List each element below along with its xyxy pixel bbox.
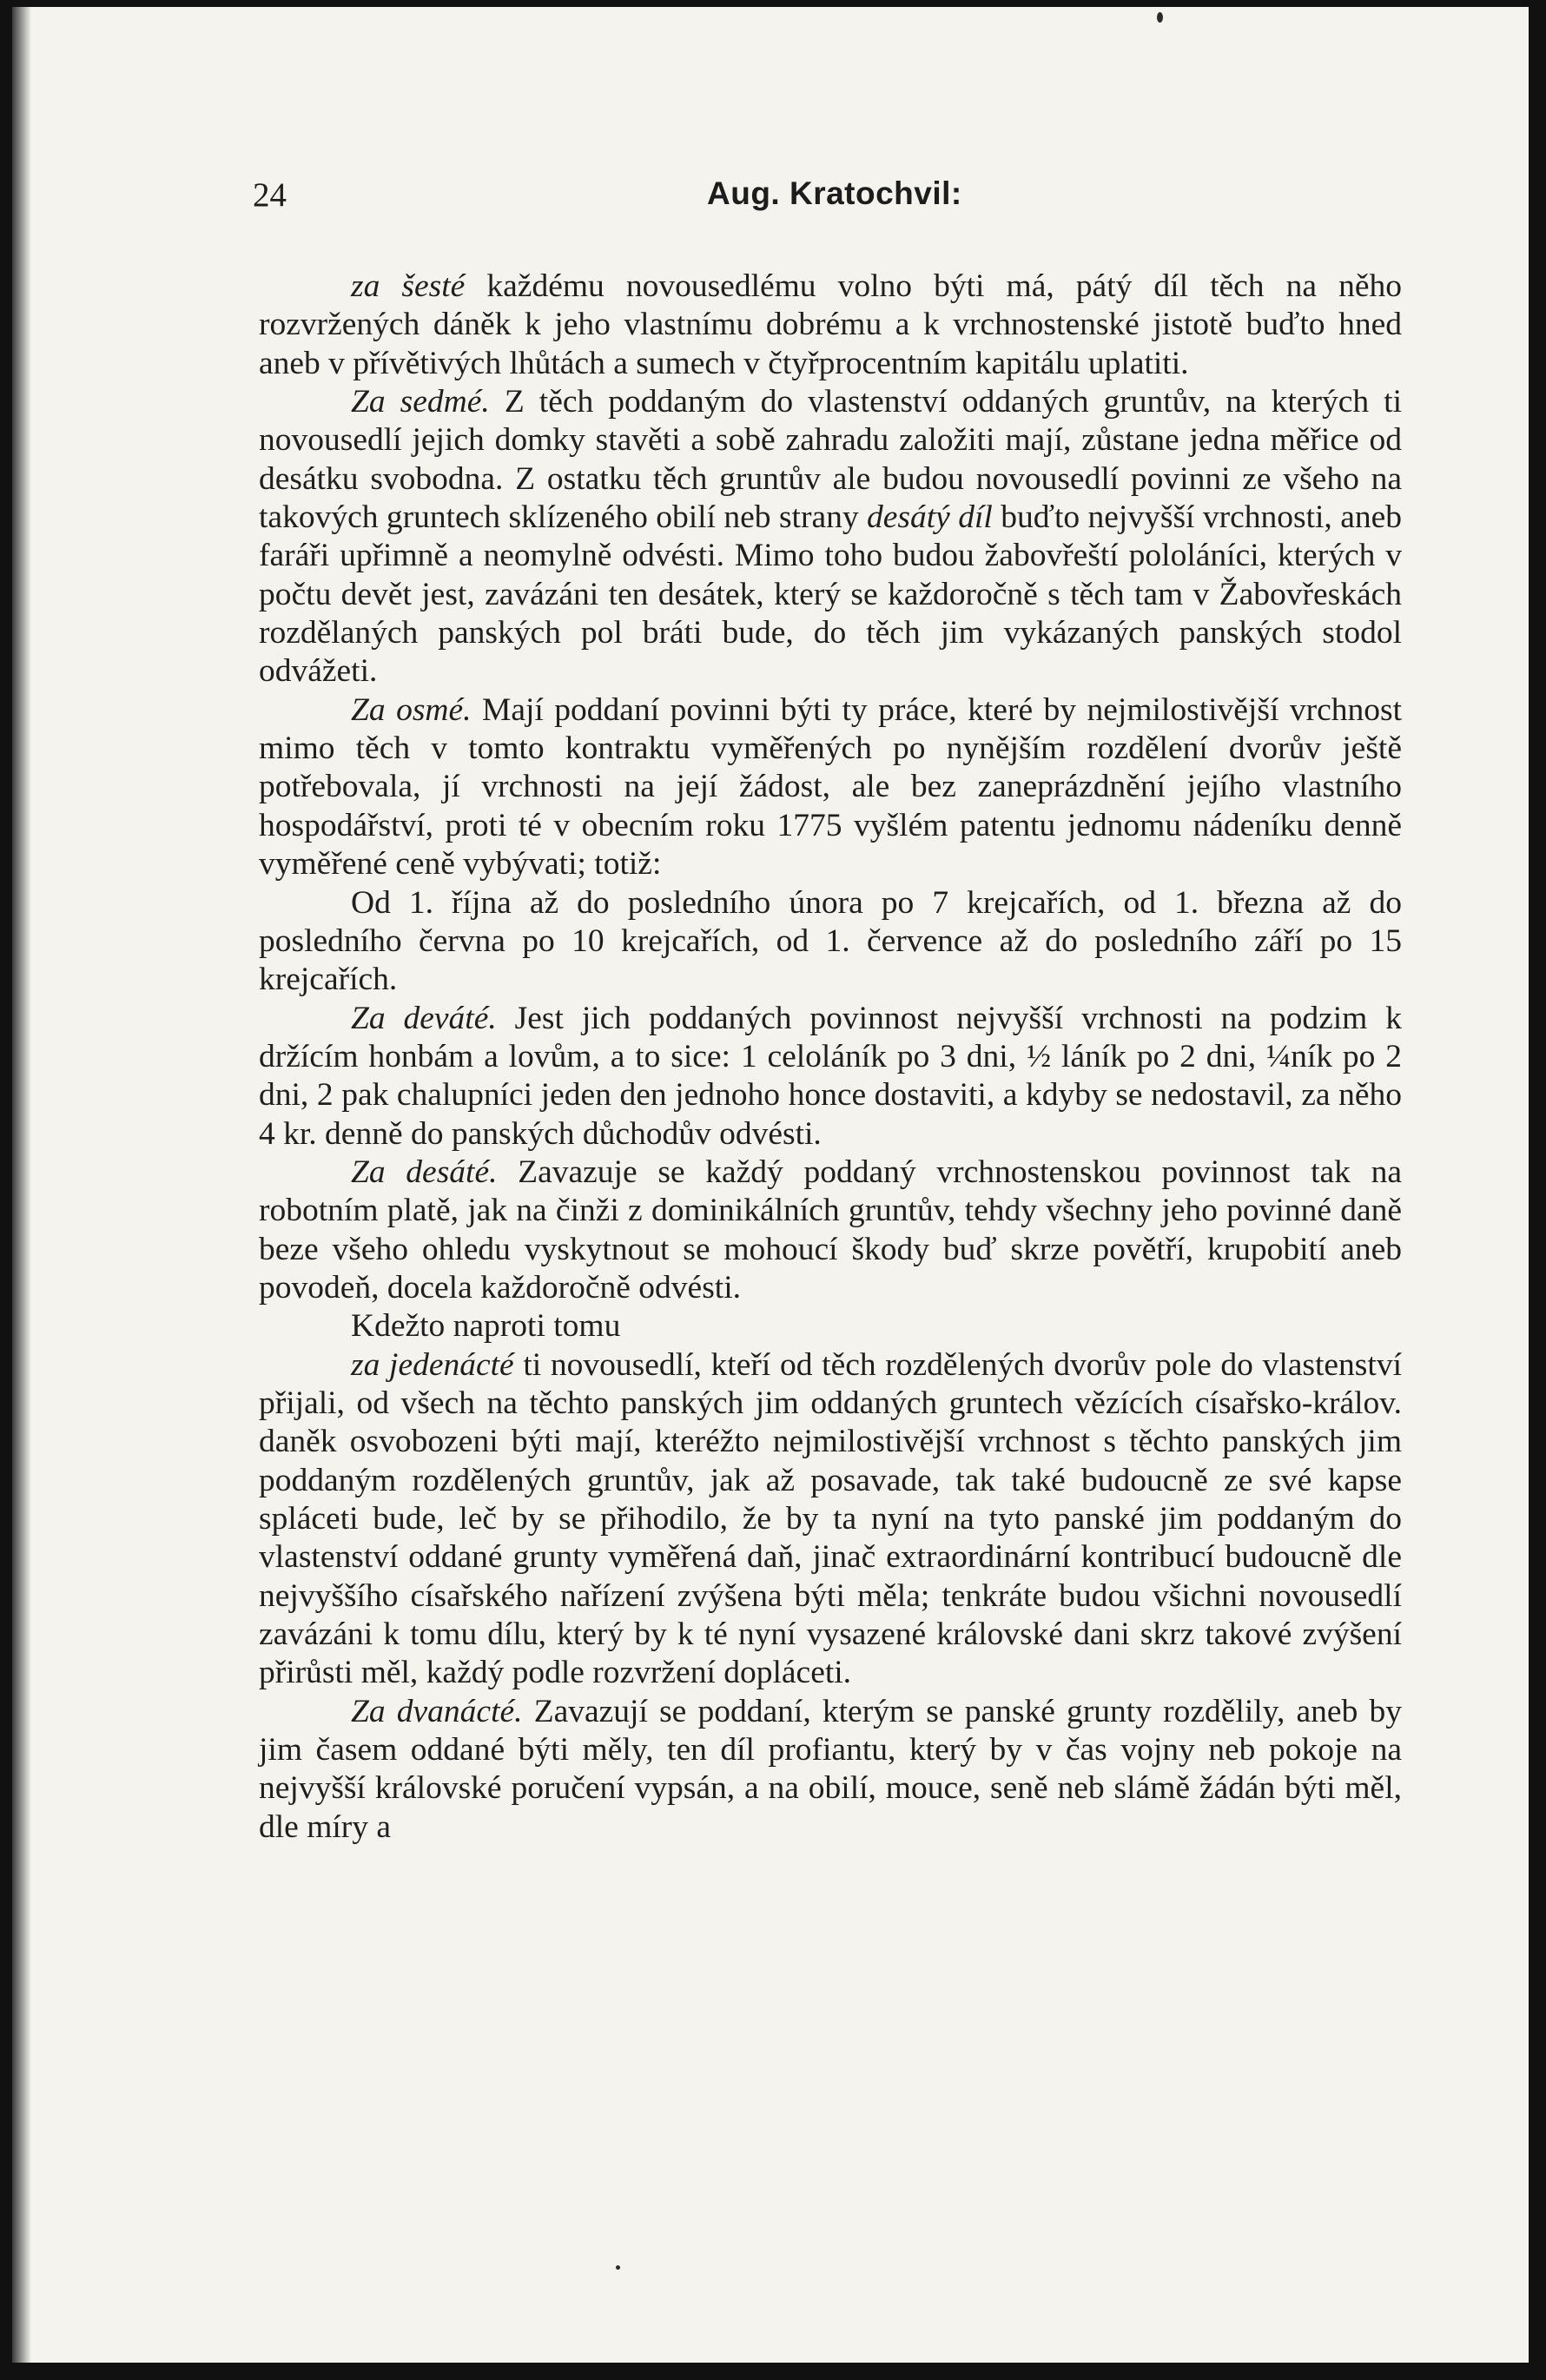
running-head — [12, 175, 1529, 228]
body-text — [259, 268, 1402, 1847]
section-label: Za deváté. — [351, 1000, 497, 1036]
section-label: za jedenácté — [351, 1346, 514, 1383]
paragraph-text: Zavazuje se každý poddaný vrchnostenskou povinnost tak na robotním platě, jak na činži z dominikálních gruntův, tehdy všechny jeho povinné daně beze všeho ohledu vyskytnout se mohoucí škody buď skrze povětří, krupobití aneb povodeň, docela každoročně odvésti. — [259, 1154, 1402, 1306]
paragraph-text: Zavazují se poddaní, kterým se panské grunty rozdělily, aneb by jim časem oddané býti měly, ten díl profiantu, který by v čas vojny neb pokoje na nejvyšší královské poručení vypsán, a na obilí, mouce, seně neb slámě žádán býti měl, dle míry a — [259, 1693, 1403, 1845]
paragraph-text: buďto nejvyšší vrchnosti, aneb faráři upřimně a neomylně odvésti. Mimo toho budou žabovřeští pololáníci, kterých v počtu devět jest, zavázáni ten desátek, který se každoročně s těch tam v Žabovřeskách rozdělaných panských pol bráti bude, do těch jim vykázaných panských stodol odvážeti. — [259, 499, 1403, 690]
page-number: 24 — [253, 176, 287, 214]
paragraph-text: Mají poddaní povinni býti ty práce, které by nejmilostivější vrchnost mimo těch v tomto kontraktu vyměřených po nynějším rozdělení dvorův ještě potřebovala, jí vrchnosti na její žádost, ale bez zaneprázdnění jejího vlastního hospodářství, proti té v obecním roku 1775 vyšlém patentu jednomu nádeníku denně vyměřené ceně vybývati; totiž: — [259, 691, 1402, 883]
paragraph-seventh — [259, 383, 1402, 691]
section-label: Za desáté. — [351, 1154, 498, 1190]
paragraph-text: ti novousedlí, kteří od těch rozdělených dvorův pole do vlastenství přijali, od všech na těchto panských jim oddaných gruntech vězících císařsko-králov. daněk osvobozeni býti mají, kteréžto nejmilostivější vrchnost s těchto panských jim poddaným rozdělených gruntův, jak až posavade, tak také budoucně ze své kapse spláceti bude, leč by se přihodilo, že by ta nyní na tyto panské jim poddaným do vlastenství oddané grunty vyměřená daň, jinač extraordinární kontribucí budoucně dle nejvyššího císařského nařízení zvýšena býti měla; tenkráte budou všichni novousedlí zavázáni k tomu dílu, který by k té nyní vysazené královské dani skrz takové zvýšení přirůsti měl, každý podle rozvržení dopláceti. — [259, 1346, 1402, 1691]
running-title: Aug. Kratochvil: — [707, 175, 962, 211]
ink-speck — [1157, 12, 1163, 23]
paragraph-eighth — [259, 691, 1402, 884]
section-label: Za dvanácté. — [351, 1693, 523, 1729]
paragraph-ninth — [259, 1000, 1402, 1154]
paragraph-wage-rates — [259, 884, 1402, 1000]
book-page — [12, 7, 1529, 2363]
paragraph-eleventh — [259, 1346, 1402, 1693]
paragraph-transition — [259, 1307, 1402, 1345]
section-label: za šesté — [351, 268, 466, 304]
paragraph-sixth — [259, 268, 1402, 383]
paragraph-text: každému novousedlému volno býti má, pátý díl těch na něho rozvržených dáněk k jeho vlastnímu dobrému a k vrchnostenské jistotě buďto hned aneb v přívětivých lhůtách a sumech v čtyřprocentním kapitálu uplatiti. — [259, 268, 1402, 381]
section-label: Za osmé. — [351, 691, 472, 728]
paragraph-text: Kdežto naproti tomu — [351, 1308, 621, 1345]
binding-edge-shadow — [12, 7, 31, 2363]
paragraph-text: Od 1. října až do posledního února po 7 krejcařích, od 1. března až do posledního června po 10 krejcařích, od 1. července až do posledního září po 15 krejcařích. — [259, 884, 1402, 998]
paragraph-text: Z těch poddaným do vlastenství oddaných gruntův, na kterých ti novousedlí jejich domky stavěti a sobě zahradu založiti mají, zůstane jedna měřice od desátku svobodna. Z ostatku těch gruntův ale budou novousedlí povinni ze všeho na takových gruntech sklízeného obilí neb strany — [259, 384, 1403, 536]
paragraph-tenth — [259, 1154, 1402, 1307]
paragraph-text: Jest jich poddaných povinnost nejvyšší vrchnosti na podzim k držícím honbám a lovům, a to sice: 1 celoláník po 3 dni, ½ láník po 2 dni, ¼ník po 2 dni, 2 pak chalupníci jeden den jednoho honce dostaviti, a kdyby se nedostavil, za něho 4 kr. denně do panských důchodův odvésti. — [259, 1000, 1402, 1152]
emphasis-text: desátý díl — [867, 499, 993, 536]
ink-speck — [616, 2265, 620, 2270]
section-label: Za sedmé. — [351, 384, 490, 420]
paragraph-twelfth — [259, 1693, 1402, 1847]
